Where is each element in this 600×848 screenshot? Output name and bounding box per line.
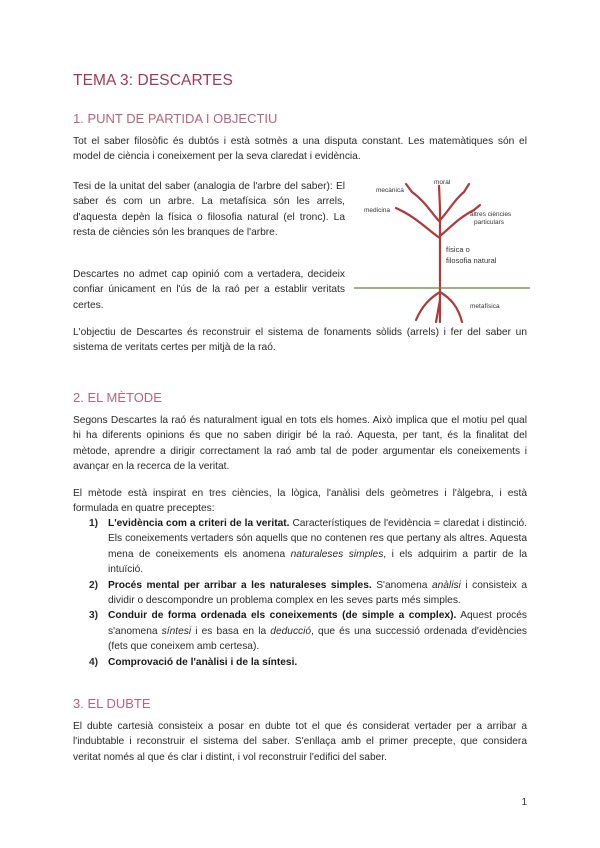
precept-number: 1) (89, 518, 99, 529)
section-1-paragraph-2: Tesi de la unitat del saber (analogia de l'arbre del saber): El saber és com un arbre. La metafísica són les arrels, d'aquesta depèn la física o filosofia natural (el tronc). La resta de ciències són les branques de l'arbre. (73, 181, 345, 239)
label-fisica-1: física o (446, 245, 470, 254)
label-moral: moral (434, 179, 451, 186)
precept-4 (80, 655, 527, 670)
label-medicina: medicina (364, 207, 391, 214)
precept-number: 4) (89, 656, 99, 668)
precept-title: Conduir de forma ordenada els coneixements (de simple a complex). (108, 610, 457, 622)
section-2-heading: 2. EL MÈTODE (73, 390, 162, 405)
precept-2: 2) Procés mental per arribar a les naturaleses simples. S'anomena anàlisi i consisteix a dividir o descompondre un problema complex en les seves parts més simples. (89, 579, 527, 607)
section-1-paragraph-3: Descartes no admet cap opinió com a vertadera, decideix confiar únicament en l'ús de la raó per a establir veritats certes. (73, 269, 345, 311)
tree-of-knowledge-diagram (352, 172, 532, 332)
page-title: TEMA 3: DESCARTES (73, 72, 233, 89)
section-1-paragraph-1: Tot el saber filosòfic és dubtós i està sotmès a una disputa constant. Les matemàtiques són el model de ciència i coneixement per la seva claredat i evidència. (73, 136, 527, 163)
precept-title: Procés mental per arribar a les naturaleses simples. (108, 579, 372, 591)
precepts-list (80, 516, 527, 670)
precept-3: 3) Conduir de forma ordenada els coneixements (de simple a complex). Aquest procés s'anomena síntesi i es basa en la deducció, que és una successió ordenada d'evidències (fets que coneixem amb certesa). (89, 610, 527, 653)
precept-title: Comprovació de l'anàlisi i de la síntesi. (108, 656, 298, 668)
label-mecanica: mecànica (376, 187, 404, 194)
label-altres-1: altres ciències (470, 211, 512, 218)
page-number: 1 (521, 797, 527, 808)
label-metafisica: metafísica (470, 303, 500, 310)
section-3-paragraph-1: El dubte cartesià consisteix a posar en dubte tot el que és considerat vertader per a arribar a l'indubtable i reconstruir el sistema del saber. S'enllaça amb el primer precepte, que considera veritat només al que és clar i distint, i vol reconstruir l'edifici del saber. (73, 721, 527, 763)
section-2-paragraph-2: El mètode està inspirat en tres ciències, la lògica, l'anàlisi dels geòmetres i l'àlgebra, i està formulada en quatre preceptes: (73, 488, 527, 515)
precept-title: L'evidència com a criteri de la veritat. (108, 518, 290, 529)
section-1-paragraph-4: L'objectiu de Descartes és reconstruir el sistema de fonaments sòlids (arrels) i fer del saber un sistema de veritats certes per mitjà de la raó. (73, 327, 527, 354)
precept-number: 3) (89, 610, 99, 622)
section-2-paragraph-1: Segons Descartes la raó és naturalment igual en tots els homes. Això implica que el motiu pel qual hi ha diferents opinions és que no saben dirigir bé la raó. Aquesta, per tant, és la finalitat del mètode, aprendre a dirigir correctament la raó amb tal de poder argumentar els coneixements i avançar en la recerca de la veritat. (73, 415, 527, 473)
section-1-heading: 1. PUNT DE PARTIDA I OBJECTIU (73, 111, 278, 126)
label-altres-2: particulars (474, 219, 504, 226)
label-fisica-2: filosofia natural (446, 256, 497, 265)
tree-root-right (440, 292, 462, 322)
precept-number: 2) (89, 579, 99, 591)
section-3-heading: 3. EL DUBTE (73, 696, 151, 711)
precept-1: 1) L'evidència com a criteri de la veritat. Característiques de l'evidència = claredat i distinció. Els coneixements vertaders són aquells que no contenen res que pertany als altres. Aquesta mena de coneixements els anomena naturaleses simples, i els adquirim a partir de la intuïció. (89, 518, 528, 576)
